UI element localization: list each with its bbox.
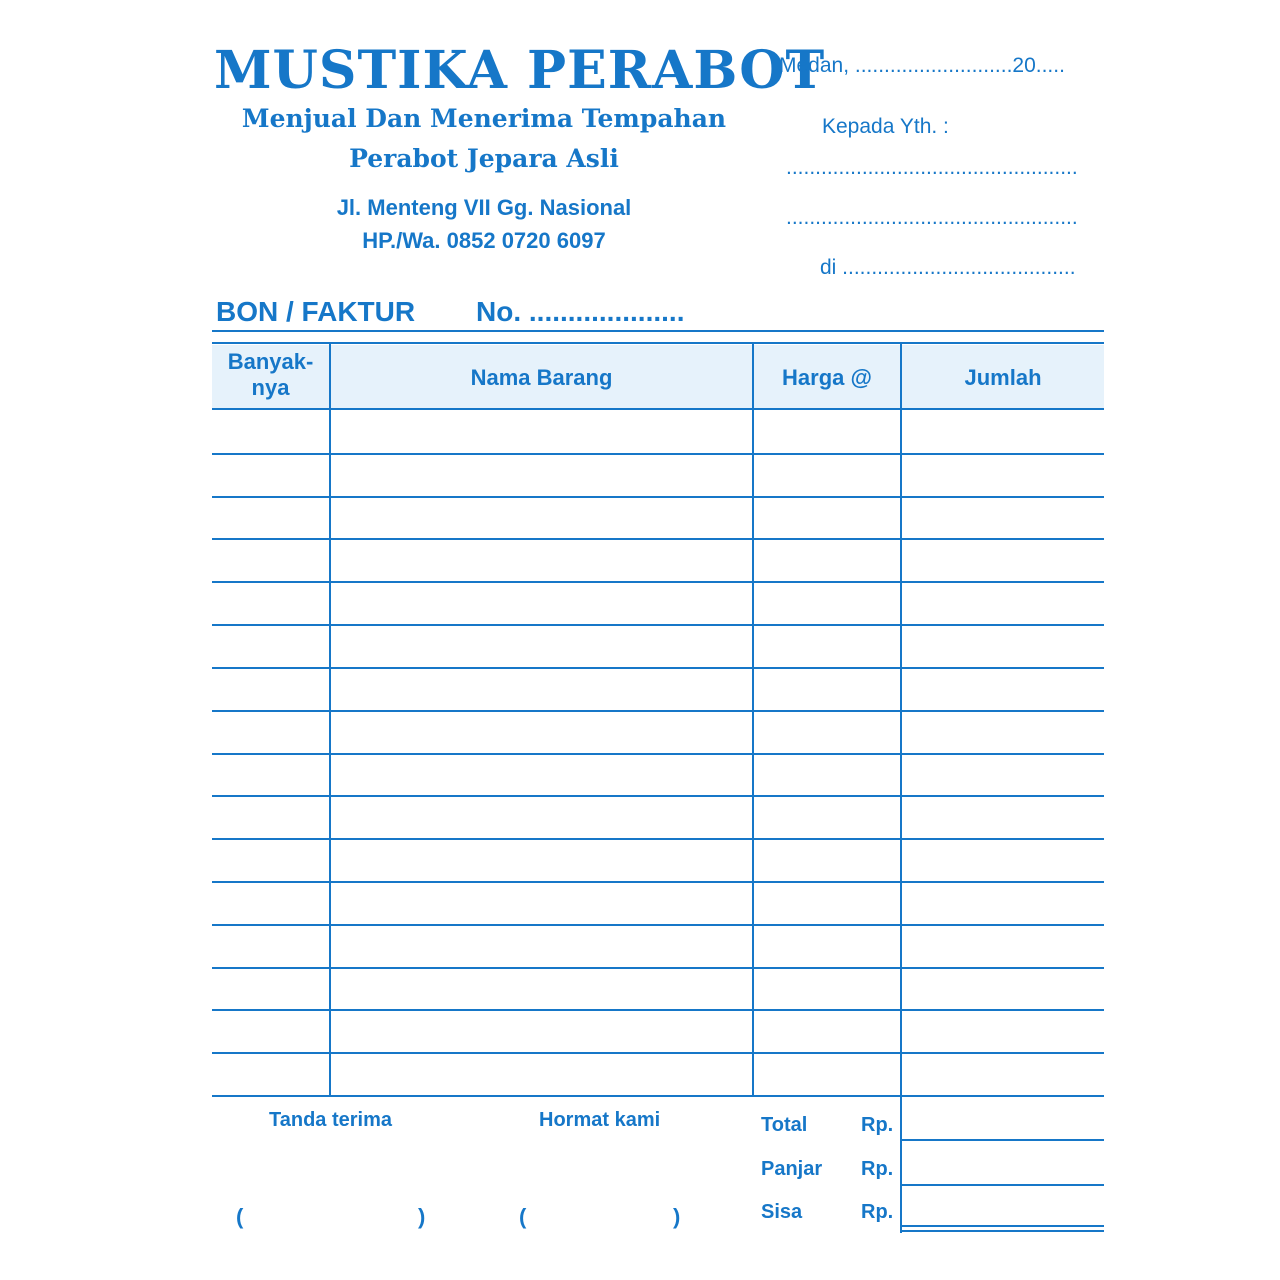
totals-divider <box>900 1095 902 1233</box>
regards-sign-open: ( <box>519 1204 527 1229</box>
tagline-1: Menjual Dan Menerima Tempahan <box>241 104 727 133</box>
col-header-qty-line-1: Banyak- <box>227 349 314 374</box>
received-sign-open: ( <box>236 1204 244 1229</box>
table-header-border <box>212 408 1104 410</box>
downpayment-field-line <box>900 1184 1104 1186</box>
shop-name: MUSTIKA PERABOT <box>214 40 826 101</box>
regards-label: Hormat kami <box>539 1109 661 1131</box>
recipient-line-1: .................................................. <box>786 156 1078 179</box>
downpayment-label: Panjar <box>761 1158 823 1180</box>
table-row-line <box>212 453 1104 455</box>
table-row-line <box>212 1052 1104 1054</box>
tagline-2: Perabot Jepara Asli <box>349 144 619 173</box>
col-header-item-name: Nama Barang <box>470 365 613 390</box>
table-row-line <box>212 624 1104 626</box>
total-label: Total <box>761 1114 808 1136</box>
form-title: BON / FAKTUR <box>216 296 416 327</box>
col-header-qty <box>212 349 329 401</box>
table-top-border <box>212 342 1104 344</box>
table-row-line <box>212 753 1104 755</box>
recipient-di-line: di ........................................ <box>820 256 1076 279</box>
table-row-line <box>212 881 1104 883</box>
table-row-line <box>212 967 1104 969</box>
to-label: Kepada Yth. : <box>822 115 949 138</box>
table-row-line <box>212 581 1104 583</box>
received-sign-close: ) <box>418 1204 426 1229</box>
table-row-line <box>212 795 1104 797</box>
recipient-line-2: .................................................. <box>786 206 1078 229</box>
total-field-line <box>900 1139 1104 1141</box>
table-row-line <box>212 924 1104 926</box>
balance-double-line <box>900 1230 1104 1232</box>
table-row-line <box>212 667 1104 669</box>
col-header-qty-line-2: nya <box>251 375 290 400</box>
title-underline <box>212 330 1104 332</box>
col-header-amount: Jumlah <box>964 365 1042 390</box>
received-label: Tanda terima <box>269 1109 392 1131</box>
shop-phone: HP./Wa. 0852 0720 6097 <box>362 228 606 253</box>
date-line: Medan, ...........................20..... <box>779 54 1065 77</box>
table-row-line <box>212 496 1104 498</box>
balance-currency: Rp. <box>861 1201 894 1223</box>
table-row-line <box>212 838 1104 840</box>
balance-field-line <box>900 1225 1104 1227</box>
balance-label: Sisa <box>761 1201 803 1223</box>
table-bottom-border <box>212 1095 1104 1097</box>
col-header-unit-price: Harga @ <box>782 365 872 390</box>
total-currency: Rp. <box>861 1114 894 1136</box>
table-row-line <box>212 710 1104 712</box>
regards-sign-close: ) <box>673 1204 681 1229</box>
table-row-line <box>212 538 1104 540</box>
invoice-number: No. .................... <box>476 296 685 327</box>
downpayment-currency: Rp. <box>861 1158 894 1180</box>
shop-address: Jl. Menteng VII Gg. Nasional <box>336 195 632 220</box>
table-row-line <box>212 1009 1104 1011</box>
